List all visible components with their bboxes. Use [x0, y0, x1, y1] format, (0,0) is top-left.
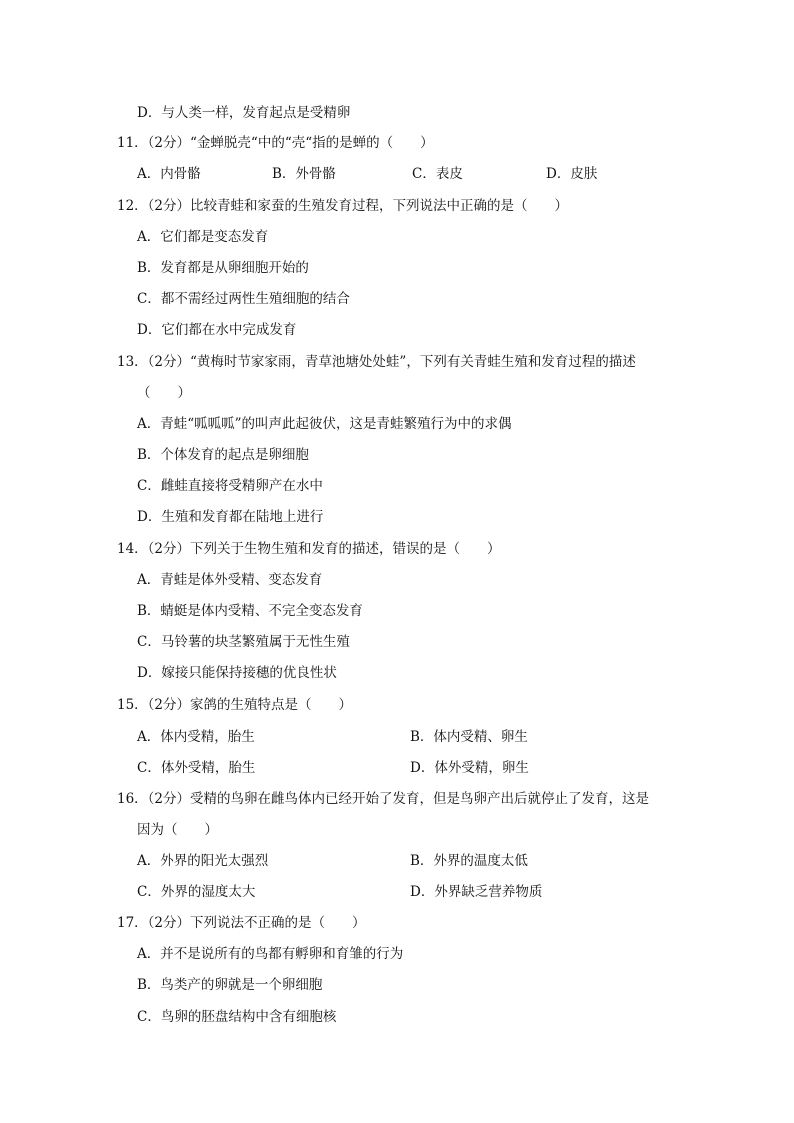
q13-option-b[interactable]: B．个体发育的起点是卵细胞: [137, 447, 309, 463]
q11-stem: 11．（2分）“金蝉脱壳“中的“壳“指的是蝉的（ ）: [117, 135, 434, 151]
q10-option-d[interactable]: D．与人类一样，发育起点是受精卵: [137, 105, 351, 121]
q14-option-c[interactable]: C．马铃薯的块茎繁殖属于无性生殖: [137, 634, 350, 650]
q16-option-d[interactable]: D．外界缺乏营养物质: [410, 884, 543, 900]
q14-stem: 14．（2分）下列关于生物生殖和发育的描述，错误的是（ ）: [117, 541, 501, 557]
q13-stem: 13．（2分）“黄梅时节家家雨，青草池塘处处蛙”，下列有关青蛙生殖和发育过程的描述: [117, 354, 636, 370]
q16-stem-continued: 因为（ ）: [137, 822, 218, 838]
q13-option-d[interactable]: D．生殖和发育都在陆地上进行: [137, 509, 324, 525]
q11-option-d[interactable]: D．皮肤: [546, 166, 598, 182]
q17-stem: 17．（2分）下列说法不正确的是（ ）: [117, 915, 366, 931]
q15-option-a[interactable]: A．体内受精，胎生: [137, 729, 255, 745]
q11-option-c[interactable]: C．表皮: [412, 166, 463, 182]
q16-option-a[interactable]: A．外界的阳光太强烈: [137, 853, 269, 869]
q17-option-c[interactable]: C．鸟卵的胚盘结构中含有细胞核: [137, 1009, 337, 1025]
q16-stem: 16．（2分）受精的鸟卵在雌鸟体内已经开始了发育，但是鸟卵产出后就停止了发育，这是: [117, 791, 650, 807]
q14-option-b[interactable]: B．蜻蜓是体内受精、不完全变态发育: [137, 603, 363, 619]
q12-stem: 12．（2分）比较青蛙和家蚕的生殖发育过程，下列说法中正确的是（ ）: [117, 198, 569, 214]
q15-stem: 15．（2分）家鸽的生殖特点是（ ）: [117, 697, 353, 713]
q16-option-c[interactable]: C．外界的湿度太大: [137, 884, 256, 900]
q13-option-c[interactable]: C．雌蛙直接将受精卵产在水中: [137, 478, 323, 494]
q14-option-a[interactable]: A．青蛙是体外受精、变态发育: [137, 572, 323, 588]
q12-option-b[interactable]: B．发育都是从卵细胞开始的: [137, 260, 309, 276]
q15-option-d[interactable]: D．体外受精，卵生: [410, 760, 529, 776]
q11-option-b[interactable]: B．外骨骼: [272, 166, 336, 182]
q13-stem-continued: （ ）: [137, 385, 191, 401]
q17-option-b[interactable]: B．鸟类产的卵就是一个卵细胞: [137, 977, 323, 993]
q15-option-b[interactable]: B．体内受精、卵生: [410, 729, 528, 745]
q16-option-b[interactable]: B．外界的温度太低: [410, 853, 528, 869]
q13-option-a[interactable]: A．青蛙“呱呱呱”的叫声此起彼伏，这是青蛙繁殖行为中的求偶: [137, 416, 512, 432]
q11-option-a[interactable]: A．内骨骼: [137, 166, 201, 182]
q17-option-a[interactable]: A．并不是说所有的鸟都有孵卵和育雏的行为: [137, 946, 404, 962]
q14-option-d[interactable]: D．嫁接只能保持接穗的优良性状: [137, 665, 337, 681]
q12-option-a[interactable]: A．它们都是变态发育: [137, 229, 269, 245]
q15-option-c[interactable]: C．体外受精，胎生: [137, 760, 256, 776]
q12-option-c[interactable]: C．都不需经过两性生殖细胞的结合: [137, 291, 350, 307]
q12-option-d[interactable]: D．它们都在水中完成发育: [137, 322, 297, 338]
